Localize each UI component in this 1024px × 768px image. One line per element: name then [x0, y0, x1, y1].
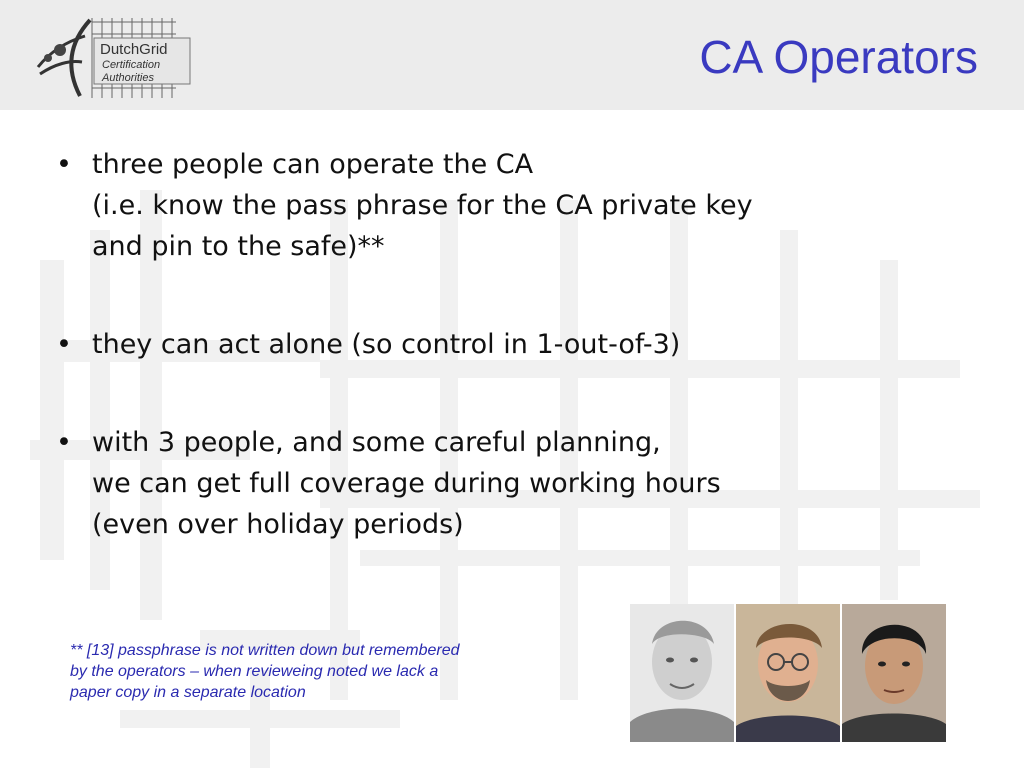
- logo-text-line2: Certification: [102, 59, 161, 71]
- dutchgrid-logo: [30, 12, 200, 102]
- bullet-symbol: •: [56, 149, 72, 180]
- footnote-line: by the operators – when revieweing noted we lack a: [70, 663, 439, 680]
- bullet-list: [56, 144, 996, 602]
- bullet-item: [56, 324, 996, 365]
- bullet-text-line: we can get full coverage during working hours: [92, 468, 721, 499]
- footnote-line: paper copy in a separate location: [70, 684, 306, 701]
- slide-title: CA Operators: [699, 31, 978, 83]
- bullet-text-line: three people can operate the CA: [92, 149, 534, 180]
- bullet-text-line: with 3 people, and some careful planning,: [92, 427, 661, 458]
- bullet-symbol: •: [56, 427, 72, 458]
- bullet-symbol: •: [56, 329, 72, 360]
- bullet-text-line: (even over holiday periods): [92, 509, 464, 540]
- operator-photo-1: [630, 604, 734, 742]
- bullet-item: [56, 144, 996, 267]
- operator-photo-2: [736, 604, 840, 742]
- logo-text-line3: Authorities: [102, 72, 154, 84]
- footnote: [70, 640, 570, 703]
- bullet-text-line: and pin to the safe)**: [92, 231, 385, 262]
- slide-header: [0, 0, 1024, 110]
- bullet-text-line: they can act alone (so control in 1-out-of-3): [92, 329, 681, 360]
- operator-photo-3: [842, 604, 946, 742]
- bullet-item: [56, 422, 996, 545]
- footnote-line: ** [13] passphrase is not written down but remembered: [70, 642, 460, 659]
- bullet-text-line: (i.e. know the pass phrase for the CA private key: [92, 190, 753, 221]
- logo-text-line1: DutchGrid: [100, 41, 168, 58]
